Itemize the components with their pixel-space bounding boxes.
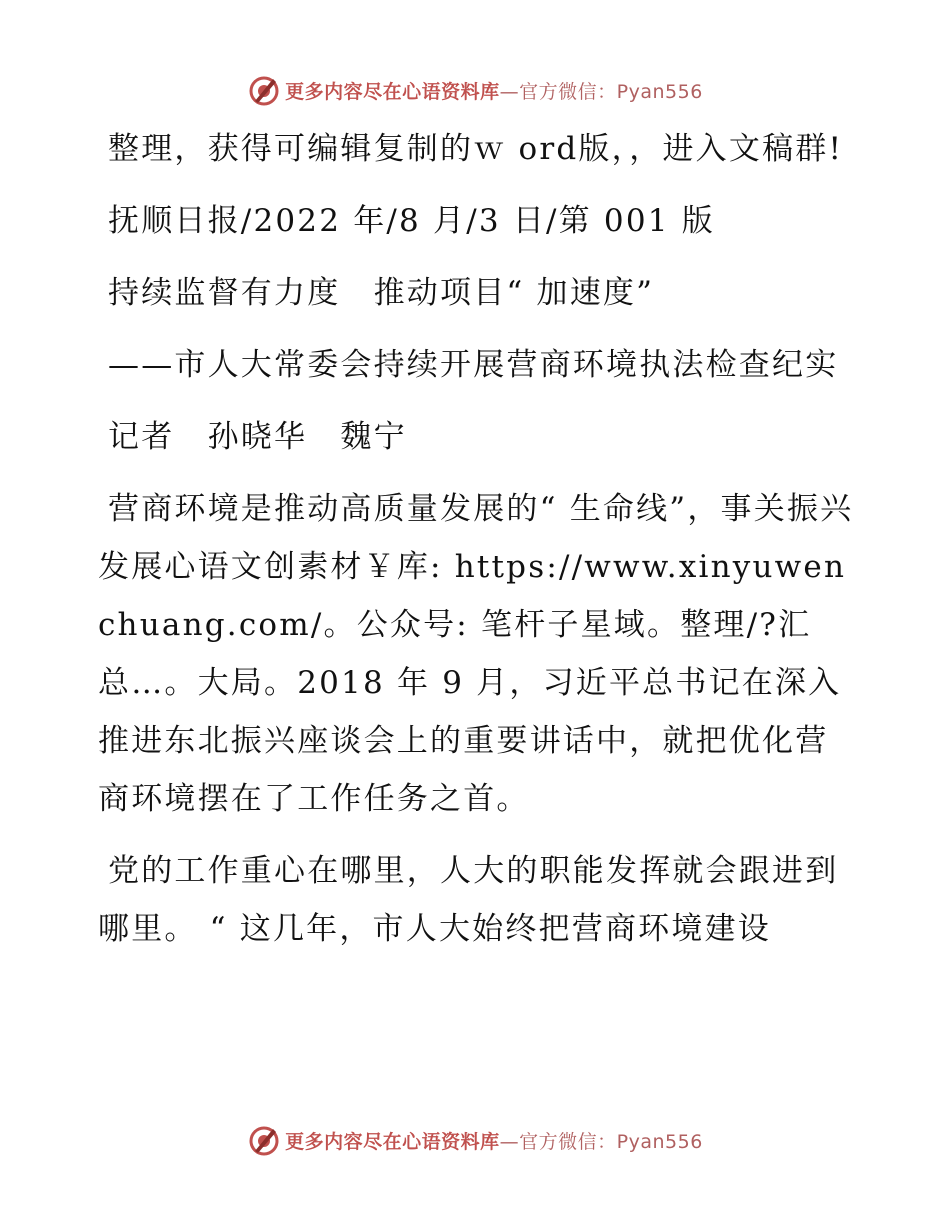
body-paragraph-1: 营商环境是推动高质量发展的“ 生命线”，事关振兴发展心语文创素材￥库: https://www.xinyuwenchuang.com/。公众号: 笔杆子星域。整理/?汇总…。大局。2018 年 9 月，习近平总书记在深入推进东北振兴座谈会上的重要讲话中，就把优化营商环境摆在了工作任务之首。 bbox=[98, 491, 854, 817]
source-line: 抚顺日报/2022 年/8 月/3 日/第 001 版 bbox=[108, 203, 715, 239]
article-subtitle: ——市人大常委会持续开展营商环境执法检查纪实 bbox=[108, 347, 839, 383]
quill-logo-icon bbox=[247, 73, 281, 107]
intro-line: 整理，获得可编辑复制的ｗ ord版，，进入文稿群! bbox=[108, 131, 844, 167]
watermark-text bbox=[285, 1127, 703, 1154]
watermark-wechat: 官方微信：Pyan556 bbox=[519, 1130, 703, 1153]
quill-logo-icon bbox=[247, 1123, 281, 1157]
watermark-main: 更多内容尽在心语资料库 bbox=[285, 1130, 500, 1153]
header-watermark-banner bbox=[0, 70, 950, 110]
article-title: 持续监督有力度 推动项目“ 加速度” bbox=[108, 275, 655, 311]
watermark-text bbox=[285, 77, 703, 104]
watermark-wechat: 官方微信：Pyan556 bbox=[519, 80, 703, 103]
byline: 记者 孙晓华 魏宁 bbox=[108, 419, 407, 455]
watermark-separator: — bbox=[499, 1130, 520, 1153]
watermark-separator: — bbox=[499, 80, 520, 103]
footer-watermark-banner bbox=[0, 1120, 950, 1160]
document-body bbox=[98, 120, 858, 972]
watermark-main: 更多内容尽在心语资料库 bbox=[285, 80, 500, 103]
body-paragraph-2: 党的工作重心在哪里，人大的职能发挥就会跟进到哪里。 “ 这几年，市人大始终把营商环境建设 bbox=[98, 853, 839, 947]
